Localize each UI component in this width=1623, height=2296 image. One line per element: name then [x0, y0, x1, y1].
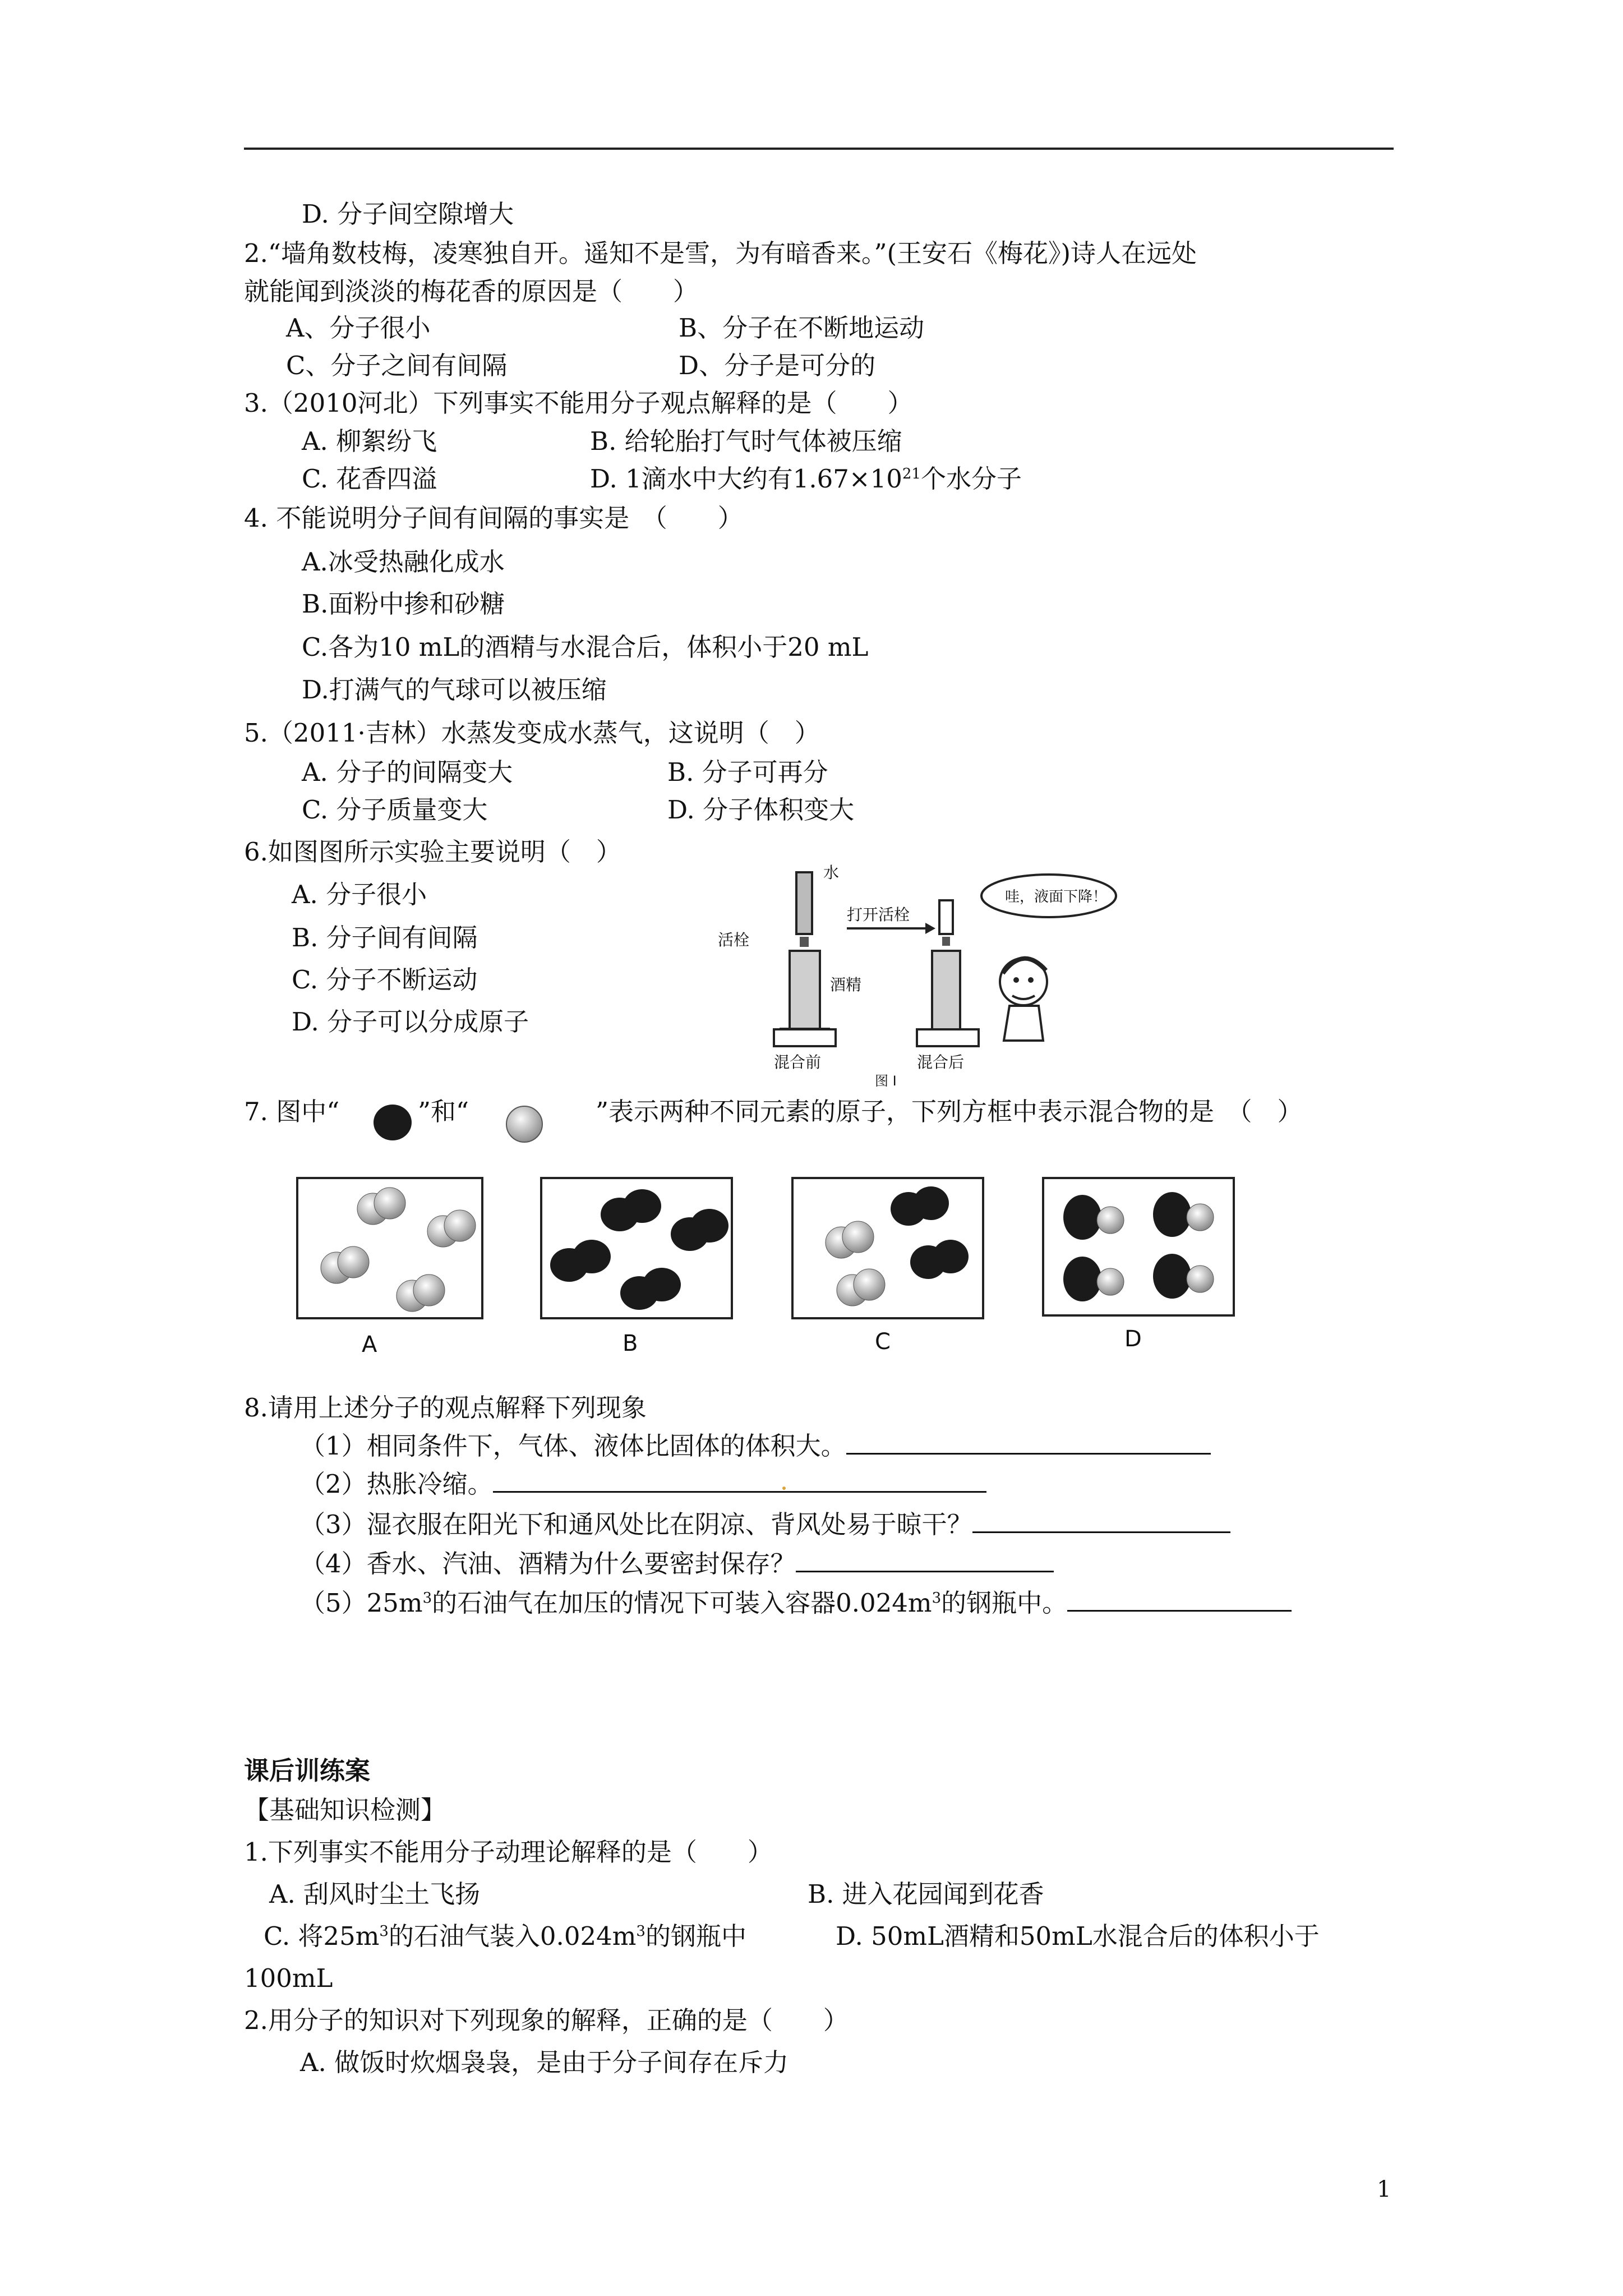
q4-option-c: C.各为10 mL的酒精与水混合后，体积小于20 mL	[302, 632, 869, 662]
q4-stem: 4. 不能说明分子间有间隔的事实是 （ ）	[244, 503, 743, 533]
q7-stem-pre: 7. 图中“	[244, 1097, 340, 1126]
q6-option-a: A. 分子很小	[292, 880, 427, 909]
q8-item-2: （2）热胀冷缩。	[300, 1469, 986, 1499]
water-tube	[796, 872, 812, 934]
q7-stem-post: ”表示两种不同元素的原子，下列方框中表示混合物的是 （ ）	[596, 1097, 1303, 1126]
q3-stem: 3.（2010河北）下列事实不能用分子观点解释的是（ ）	[244, 388, 913, 418]
q8-stem: 8.请用上述分子的观点解释下列现象	[244, 1393, 647, 1423]
q7-stem-mid: ”和“	[418, 1097, 469, 1126]
q6-option-d: D. 分子可以分成原子	[292, 1007, 529, 1037]
h2-stem: 2.用分子的知识对下列现象的解释，正确的是（ ）	[244, 2005, 849, 2035]
q5-option-d: D. 分子体积变大	[667, 795, 855, 825]
q5-option-b: B. 分子可再分	[667, 757, 828, 787]
q3-option-a: A. 柳絮纷飞	[302, 426, 437, 456]
q5-option-a: A. 分子的间隔变大	[302, 757, 513, 787]
h1-option-a: A. 刮风时尘土飞扬	[269, 1879, 481, 1909]
svg-text:活栓: 活栓	[718, 931, 750, 949]
answer-blank-3[interactable]	[972, 1509, 1230, 1533]
svg-text:酒精: 酒精	[830, 976, 862, 994]
svg-text:混合前: 混合前	[774, 1053, 822, 1071]
svg-text:混合后: 混合后	[917, 1053, 965, 1071]
svg-text:哇，液面下降！: 哇，液面下降！	[1005, 889, 1108, 905]
box-label-d: D	[1124, 1326, 1142, 1352]
svg-text:水: 水	[823, 863, 840, 882]
q1-option-d: D. 分子间空隙增大	[302, 199, 514, 229]
stand-base	[774, 1029, 836, 1046]
experiment-figure	[695, 861, 1122, 1088]
svg-text:图 I: 图 I	[875, 1073, 897, 1088]
header-rule	[244, 148, 1394, 150]
q2-stem-line2: 就能闻到淡淡的梅花香的原因是（ ）	[244, 277, 699, 306]
box-label-a: A	[362, 1332, 377, 1358]
h1-stem: 1.下列事实不能用分子动理论解释的是（ ）	[244, 1837, 773, 1867]
q8-item-5: $(5)25m^3$的石油气在加压的情况下可装入容器$0.024m^3$的钢瓶中。	[300, 1588, 1292, 1618]
page-number: 1	[1377, 2177, 1391, 2202]
q8-item-4: （4）香水、汽油、酒精为什么要密封保存？	[300, 1548, 1054, 1579]
q2-option-c: C、分子之间有间隔	[286, 351, 508, 380]
h1-option-d: D. 50mL酒精和50mL水混合后的体积小于	[836, 1921, 1320, 1951]
h2-option-a: A. 做饭时炊烟袅袅，是由于分子间存在斥力	[300, 2047, 789, 2077]
box-label-b: B	[623, 1331, 638, 1356]
q6-stem: 6.如图图所示实验主要说明（ ）	[244, 837, 621, 867]
q2-option-b: B、分子在不断地运动	[679, 313, 925, 343]
answer-blank-1[interactable]	[846, 1430, 1211, 1455]
box-label-c: C	[875, 1329, 891, 1355]
q2-option-a: A、分子很小	[286, 313, 431, 343]
q4-option-a: A.冰受热融化成水	[302, 547, 505, 577]
stray-dot	[782, 1487, 786, 1490]
light-atom-icon	[502, 1104, 547, 1144]
answer-blank-4[interactable]	[796, 1548, 1054, 1572]
molecule-boxes	[292, 1172, 1273, 1363]
q6-option-b: B. 分子间有间隔	[292, 923, 478, 953]
q4-option-d: D.打满气的气球可以被压缩	[302, 675, 607, 705]
answer-blank-5[interactable]	[1067, 1588, 1292, 1612]
h1-option-b: B. 进入花园闻到花香	[808, 1879, 1044, 1909]
q3-option-b: B. 给轮胎打气时气体被压缩	[590, 426, 902, 456]
q6-option-c: C. 分子不断运动	[292, 965, 478, 995]
alcohol-column	[790, 951, 820, 1029]
h1-option-d-cont: 100mL	[244, 1963, 333, 1993]
empty-tube	[939, 900, 953, 934]
q2-option-d: D、分子是可分的	[679, 351, 876, 380]
q5-option-c: C. 分子质量变大	[302, 795, 488, 825]
q2-stem-line1: 2.“墙角数枝梅，凌寒独自开。遥知不是雪，为有暗香来。”(王安石《梅花》)诗人在远处	[244, 238, 1197, 268]
h1-option-c: C. 将$25m^3$的石油气装入$0.024m^3$的钢瓶中	[264, 1921, 746, 1951]
q4-option-b: B.面粉中掺和砂糖	[302, 589, 505, 619]
svg-text:打开活栓: 打开活栓	[847, 905, 910, 924]
valve	[800, 937, 809, 947]
mixed-column	[932, 951, 960, 1029]
q3-option-c: C. 花香四溢	[302, 464, 437, 494]
q3-option-d: D. 1滴水中大约有$1.67\times 10^{21}$个水分子	[590, 464, 1022, 494]
answer-blank-2[interactable]	[493, 1469, 986, 1493]
q8-item-1: （1）相同条件下，气体、液体比固体的体积大。	[300, 1430, 1211, 1461]
q8-item-3: （3）湿衣服在阳光下和通风处比在阴凉、背风处易于晾干？	[300, 1509, 1230, 1540]
q5-stem: 5.（2011·吉林）水蒸发变成水蒸气，这说明（ ）	[244, 718, 820, 748]
section-title: 课后训练案	[244, 1756, 371, 1786]
dark-atom-icon	[370, 1102, 415, 1143]
subsection-title: 【基础知识检测】	[244, 1795, 446, 1825]
